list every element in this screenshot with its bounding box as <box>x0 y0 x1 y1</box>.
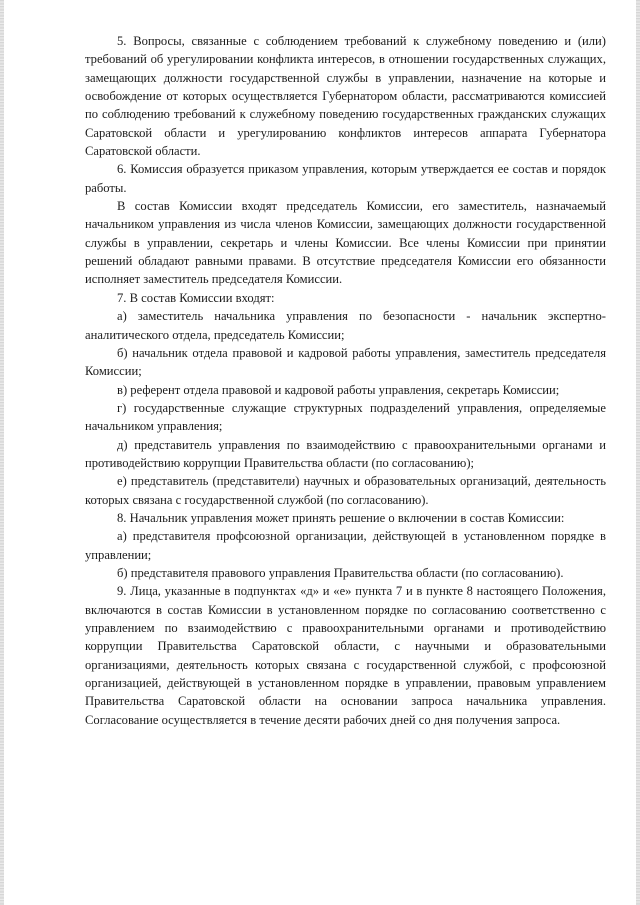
scan-edge-left <box>0 0 4 905</box>
paragraph-6-composition: В состав Комиссии входят председатель Комиссии, его заместитель, назначаемый начальником управления из числа членов Комиссии, замещающих должности государственной службы в управлении, секретарь и члены Комиссии. Все члены Комиссии при принятии решений обладают равными правами. В отсутствие председателя Комиссии его обязанности исполняет заместитель председателя Комиссии. <box>85 199 606 287</box>
paragraph-7: 7. В состав Комиссии входят: <box>117 290 275 305</box>
paragraph-8-item-a: а) представителя профсоюзной организации, действующей в установленном порядке в управлении; <box>85 529 606 562</box>
paragraph-8-item-b: б) представителя правового управления Правительства области (по согласованию). <box>117 565 564 580</box>
document-page <box>85 32 606 729</box>
paragraph-6: 6. Комиссия образуется приказом управления, которым утверждается ее состав и порядок работы. <box>85 162 606 195</box>
paragraph-7-item-v: в) референт отдела правовой и кадровой работы управления, секретарь Комиссии; <box>117 382 560 397</box>
paragraph-7-item-b: б) начальник отдела правовой и кадровой работы управления, заместитель председателя Комиссии; <box>85 345 606 379</box>
paragraph-7-item-a: а) заместитель начальника управления по безопасности - начальник экспертно-аналитического отдела, председатель Комиссии; <box>85 309 606 342</box>
paragraph-7-item-g: г) государственные служащие структурных подразделений управления, определяемые начальником управления; <box>85 400 606 434</box>
paragraph-7-item-e: е) представитель (представители) научных и образовательных организаций, деятельность которых связана с государственной службой (по согласованию). <box>85 474 606 507</box>
paragraph-7-item-d: д) представитель управления по взаимодействию с правоохранительными органами и противодействию коррупции Правительства области (по согласованию); <box>85 437 606 470</box>
scan-edge-right <box>636 0 640 905</box>
paragraph-5: 5. Вопросы, связанные с соблюдением требований к служебному поведению и (или) требований об урегулировании конфликта интересов, в отношении государственных служащих, замещающих должности государственной службы в управлении, назначение на которые и освобождение от которых осуществляется Губернатором области, рассматриваются комиссией по соблюдению требований к служебному поведению государственных гражданских служащих Саратовской области и урегулированию конфликтов интересов аппарата Губернатора Саратовской области. <box>85 34 606 159</box>
paragraph-8: 8. Начальник управления может принять решение о включении в состав Комиссии: <box>117 510 565 525</box>
paragraph-9: 9. Лица, указанные в подпунктах «д» и «е» пункта 7 и в пункте 8 настоящего Положения, включаются в состав Комиссии в установленном порядке по согласованию соответственно с управлением по взаимодействию с правоохранительными органами и противодействию коррупции Правительства Саратовской области, с научными и образовательными организациями, деятельность которых связана с государственной службой, с профсоюзной организацией, действующей в установленном порядке в управлении, правовым управлением Правительства Саратовской области на основании запроса начальника управления. Согласование осуществляется в течение десяти рабочих дней со дня получения запроса. <box>85 584 606 727</box>
